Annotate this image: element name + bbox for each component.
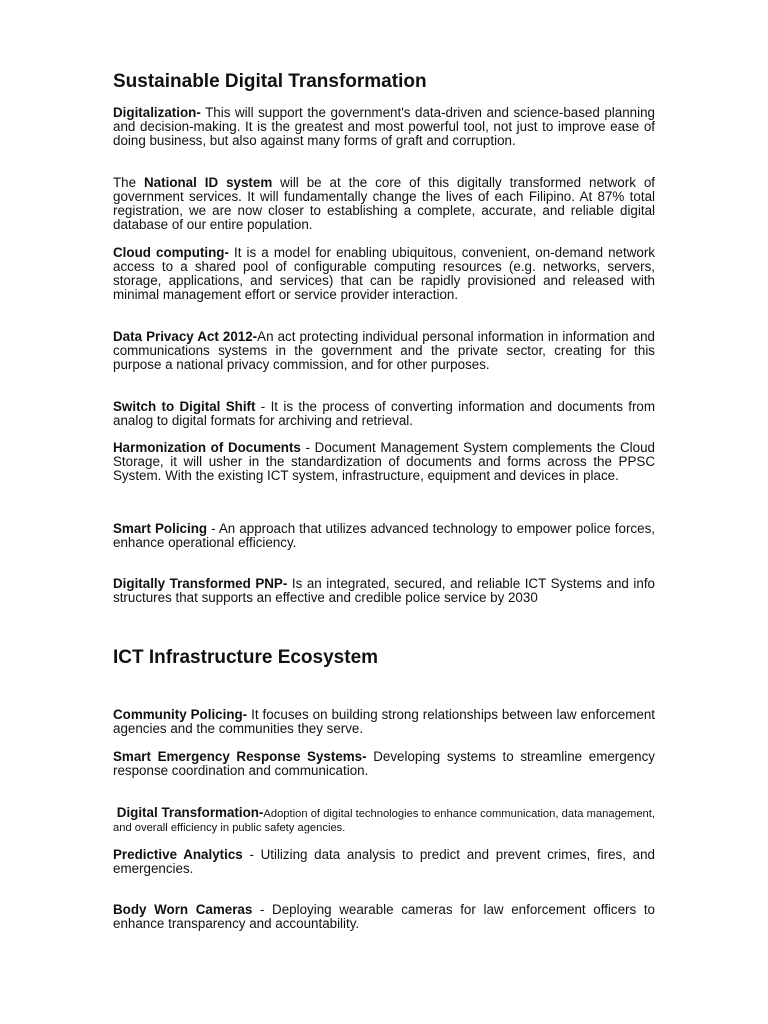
definition-community-policing: It focuses on building strong relationships between law enforcement agencies and the communities they serve. — [113, 707, 655, 736]
definition-cloud-computing: It is a model for enabling ubiquitous, convenient, on-demand network access to a shared pool of configurable computing resources (e.g. networks, servers, storage, applications, and services) that can be rapidly provisioned and released with minimal management effort or service provider interaction. — [113, 245, 655, 302]
term-community-policing: Community Policing- — [113, 707, 248, 722]
definition-digital-transformation: Adoption of digital technologies to enhance communication, data management, and overall efficiency in public safety agencies. — [113, 808, 655, 834]
paragraph-digitalization — [113, 106, 655, 148]
term-predictive-analytics: Predictive Analytics — [113, 847, 243, 862]
section-heading-sustainable-digital-transformation: Sustainable Digital Transformation — [113, 71, 427, 92]
term-harmonization-of-documents: Harmonization of Documents — [113, 440, 301, 455]
term-digitalization: Digitalization- — [113, 105, 201, 120]
term-body-worn-cameras: Body Worn Cameras — [113, 902, 253, 917]
definition-smart-policing: - An approach that utilizes advanced technology to empower police forces, enhance operational efficiency. — [113, 521, 655, 550]
term-cloud-computing: Cloud computing- — [113, 245, 229, 260]
paragraph-community-policing — [113, 708, 655, 736]
definition-body-worn-cameras: - Deploying wearable cameras for law enforcement officers to enhance transparency and accountability. — [113, 902, 656, 931]
intro-national-id: The — [113, 175, 145, 190]
definition-digitalization: This will support the government's data-driven and science-based planning and decision-making. It is the greatest and most powerful tool, not just to improve ease of doing business, but also against many forms of graft and corruption. — [113, 105, 655, 148]
paragraph-digital-transformation — [113, 806, 655, 835]
paragraph-body-worn-cameras — [113, 903, 655, 931]
paragraph-harmonization-of-documents — [113, 441, 655, 483]
definition-national-id: will be at the core of this digitally transformed network of government services. It will fundamentally change the lives of each Filipino. At 87% total registration, we are now closer to establishing a complete, accurate, and reliable digital database of our entire population. — [113, 175, 655, 232]
definition-data-privacy-act: An act protecting individual personal information in information and communications systems in the government and the private sector, creating for this purpose a national privacy commission, and for other purposes. — [113, 329, 655, 372]
term-national-id: National ID system — [144, 175, 273, 190]
paragraph-smart-emergency-response — [113, 750, 655, 778]
term-switch-to-digital-shift: Switch to Digital Shift — [113, 399, 256, 414]
paragraph-cloud-computing — [113, 246, 655, 302]
paragraph-data-privacy-act — [113, 330, 655, 372]
definition-smart-emergency-response: Developing systems to streamline emergency response coordination and communication. — [113, 749, 655, 778]
term-smart-emergency-response: Smart Emergency Response Systems- — [113, 749, 367, 764]
term-data-privacy-act: Data Privacy Act 2012- — [113, 329, 258, 344]
term-smart-policing: Smart Policing — [113, 521, 208, 536]
paragraph-predictive-analytics — [113, 848, 655, 876]
paragraph-digitally-transformed-pnp — [113, 577, 655, 605]
definition-harmonization-of-documents: - Document Management System complements the Cloud Storage, it will usher in the standardization of documents and forms across the PPSC System. With the existing ICT system, infrastructure, equipment and devices in place. — [113, 440, 655, 483]
definition-digitally-transformed-pnp: Is an integrated, secured, and reliable ICT Systems and info structures that supports an effective and credible police service by 2030 — [113, 576, 655, 605]
term-digital-transformation: Digital Transformation- — [113, 805, 264, 820]
paragraph-smart-policing — [113, 522, 655, 550]
definition-switch-to-digital-shift: - It is the process of converting information and documents from analog to digital formats for archiving and retrieval. — [113, 399, 656, 428]
term-digitally-transformed-pnp: Digitally Transformed PNP- — [113, 576, 288, 591]
definition-predictive-analytics: - Utilizing data analysis to predict and prevent crimes, fires, and emergencies. — [113, 847, 655, 876]
paragraph-national-id — [113, 176, 655, 232]
paragraph-switch-to-digital-shift — [113, 400, 655, 428]
section-heading-ict-infrastructure-ecosystem: ICT Infrastructure Ecosystem — [113, 647, 379, 668]
